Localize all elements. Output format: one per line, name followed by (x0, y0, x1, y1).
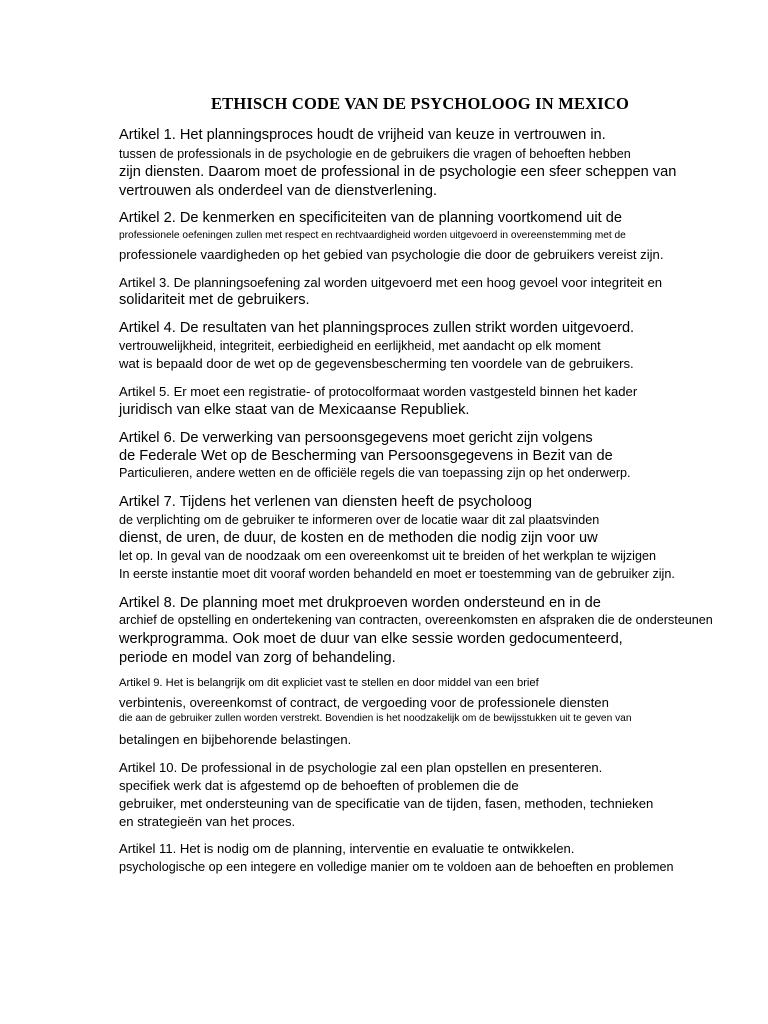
article-9-line-2: verbintenis, overeenkomst of contract, de vergoeding voor de professionele diensten (119, 695, 609, 710)
article-4-line-1: Artikel 4. De resultaten van het planningsproces zullen strikt worden uitgevoerd. (119, 320, 635, 336)
article-2-line-2: professionele oefeningen zullen met respect en rechtvaardigheid worden uitgevoerd in overeenstemming met de (119, 230, 626, 241)
article-3-line-2: solidariteit met de gebruikers. (119, 292, 310, 308)
article-9-line-4: betalingen en bijbehorende belastingen. (119, 732, 352, 747)
article-7-line-1: Artikel 7. Tijdens het verlenen van diensten heeft de psycholoog (119, 494, 532, 510)
article-1-line-4: vertrouwen als onderdeel van de dienstverlening. (119, 183, 438, 199)
document-title: ETHISCH CODE VAN DE PSYCHOLOOG IN MEXICO (210, 94, 630, 113)
article-8-line-1: Artikel 8. De planning moet met drukproeven worden ondersteund en in de (119, 595, 601, 611)
article-6-line-2: de Federale Wet op de Bescherming van Persoonsgegevens in Bezit van de (119, 448, 613, 464)
article-7-line-5: In eerste instantie moet dit vooraf worden behandeld en moet er toestemming van de gebruiker zijn. (119, 567, 675, 581)
article-9-line-3: die aan de gebruiker zullen worden verstrekt. Bovendien is het noodzakelijk om de bewijsstukken uit te geven van (119, 713, 632, 724)
article-10-line-3: gebruiker, met ondersteuning van de specificatie van de tijden, fasen, methoden, technieken (119, 796, 654, 811)
article-8-line-2: archief de opstelling en ondertekening van contracten, overeenkomsten en afspraken die de ondersteunen (119, 613, 713, 627)
article-7-line-2: de verplichting om de gebruiker te informeren over de locatie waar dit zal plaatsvinden (119, 513, 600, 527)
article-5-line-1: Artikel 5. Er moet een registratie- of protocolformaat worden vastgesteld binnen het kader (119, 384, 638, 399)
article-8-line-3: werkprogramma. Ook moet de duur van elke sessie worden gedocumenteerd, (119, 631, 623, 647)
article-9-line-1: Artikel 9. Het is belangrijk om dit expliciet vast te stellen en door middel van een brief (119, 677, 539, 689)
article-11-line-2: psychologische op een integere en volledige manier om te voldoen aan de behoeften en problemen (119, 860, 674, 874)
article-3-line-1: Artikel 3. De planningsoefening zal worden uitgevoerd met een hoog gevoel voor integriteit en (119, 275, 663, 290)
article-2-line-3: professionele vaardigheden op het gebied van psychologie die door de gebruikers vereist zijn. (119, 247, 664, 262)
article-6-line-1: Artikel 6. De verwerking van persoonsgegevens moet gericht zijn volgens (119, 430, 593, 446)
article-10-line-4: en strategieën van het proces. (119, 814, 296, 829)
article-7-line-4: let op. In geval van de noodzaak om een overeenkomst uit te breiden of het werkplan te wijzigen (119, 549, 656, 563)
article-7-line-3: dienst, de uren, de duur, de kosten en de methoden die nodig zijn voor uw (119, 530, 598, 546)
article-10-line-2: specifiek werk dat is afgestemd op de behoeften of problemen die de (119, 778, 519, 793)
article-10-line-1: Artikel 10. De professional in de psychologie zal een plan opstellen en presenteren. (119, 760, 603, 775)
article-4-line-3: wat is bepaald door de wet op de gegevensbescherming ten voordele van de gebruikers. (119, 356, 634, 371)
article-5-line-2: juridisch van elke staat van de Mexicaanse Republiek. (119, 402, 470, 418)
article-2-line-1: Artikel 2. De kenmerken en specificiteiten van de planning voortkomend uit de (119, 210, 622, 226)
article-11-line-1: Artikel 11. Het is nodig om de planning, interventie en evaluatie te ontwikkelen. (119, 841, 575, 856)
article-1-line-3: zijn diensten. Daarom moet de professional in de psychologie een sfeer scheppen van (119, 164, 677, 180)
article-1-line-2: tussen de professionals in de psychologie en de gebruikers die vragen of behoeften hebben (119, 147, 631, 161)
article-6-line-3: Particulieren, andere wetten en de officiële regels die van toepassing zijn op het onderwerp. (119, 466, 631, 480)
article-8-line-4: periode en model van zorg of behandeling. (119, 650, 396, 666)
article-1-line-1: Artikel 1. Het planningsproces houdt de vrijheid van keuze in vertrouwen in. (119, 127, 606, 143)
article-4-line-2: vertrouwelijkheid, integriteit, eerbiedigheid en eerlijkheid, met aandacht op elk moment (119, 339, 601, 353)
